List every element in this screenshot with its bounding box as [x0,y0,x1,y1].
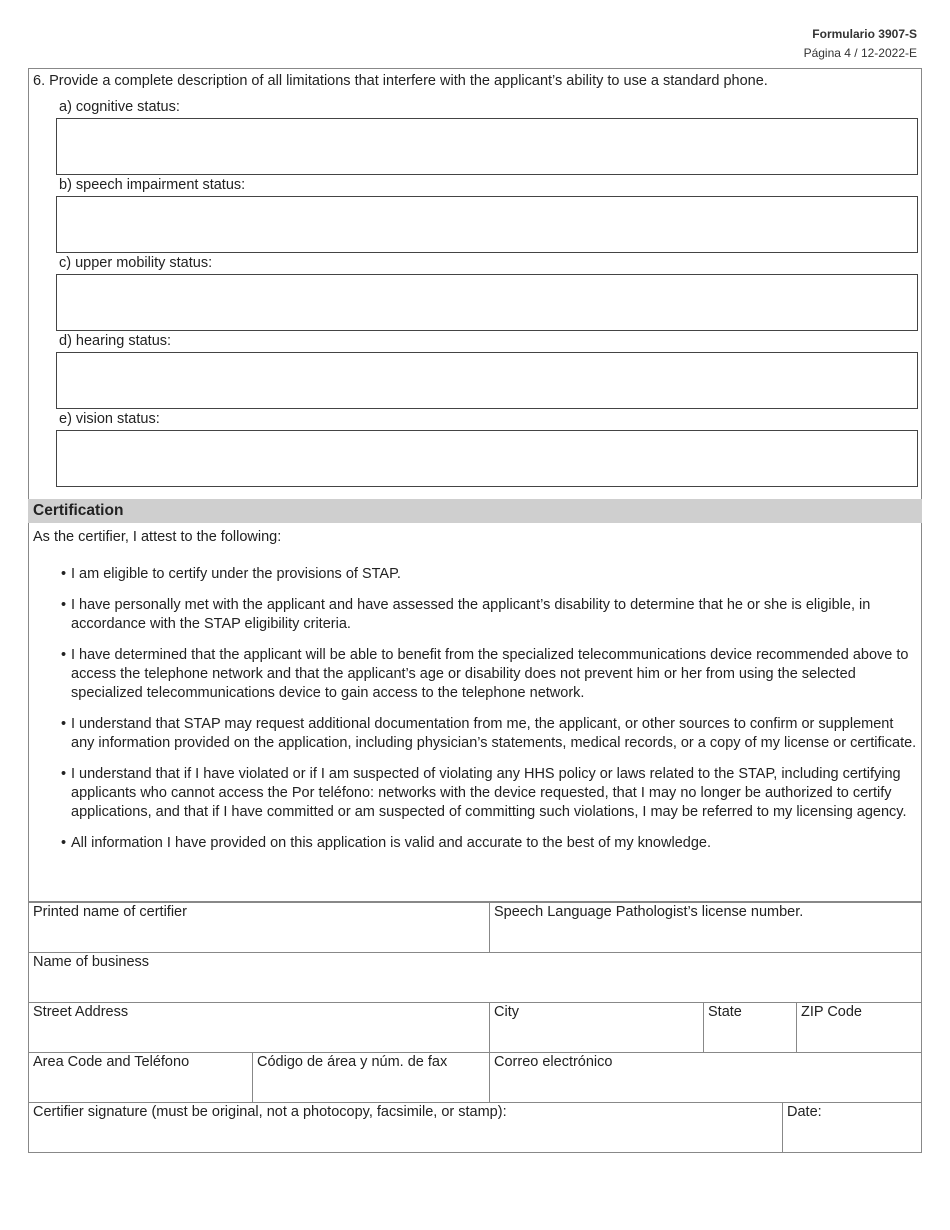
bullet-icon: • [61,835,67,851]
certification-intro: As the certifier, I attest to the following: [33,529,282,545]
street-address-field[interactable]: Street Address [33,1004,129,1020]
bullet-item [29,646,917,703]
bullet-text: I have determined that the applicant will be able to benefit from the specialized telecommunications device recommended above to access the telephone network and that the applicant’s age or disability does not prevent him or her from using the selected specialized telecommunications device to gain access to the telephone network. [71,647,909,701]
bullet-text: I have personally met with the applicant and have assessed the applicant’s disability to determine that he or she is eligible, in accordance with the STAP eligibility criteria. [71,597,871,632]
bullet-icon: • [61,647,67,663]
vision-status-label: e) vision status: [59,411,160,427]
certification-bullets [29,565,917,865]
bullet-icon: • [61,566,67,582]
page-info: Página 4 / 12-2022-E [803,46,917,60]
date-field[interactable]: Date: [787,1104,822,1120]
form-number: Formulario 3907-S [812,27,917,41]
certification-body [28,523,922,903]
bullet-icon: • [61,766,67,782]
bullet-icon: • [61,716,67,732]
vision-status-input[interactable] [56,430,918,487]
question-6-title: 6. Provide a complete description of all limitations that interfere with the applicant’s ability to use a standard phone. [33,73,768,89]
certification-title: Certification [33,502,124,519]
hearing-status-input[interactable] [56,352,918,409]
state-field[interactable]: State [708,1004,742,1020]
upper-mobility-status-input[interactable] [56,274,918,331]
bullet-text: I am eligible to certify under the provisions of STAP. [71,566,401,582]
bullet-text: All information I have provided on this application is valid and accurate to the best of my knowledge. [71,835,711,851]
bullet-item [29,596,917,634]
question-6-section [28,68,922,500]
bullet-icon: • [61,597,67,613]
city-field[interactable]: City [494,1004,519,1020]
speech-impairment-status-label: b) speech impairment status: [59,177,246,193]
fax-field[interactable]: Código de área y núm. de fax [257,1054,448,1070]
license-number-field[interactable]: Speech Language Pathologist’s license number. [494,904,804,920]
phone-field[interactable]: Area Code and Teléfono [33,1054,190,1070]
bullet-item [29,834,917,853]
signature-field[interactable]: Certifier signature (must be original, not a photocopy, facsimile, or stamp): [33,1104,507,1120]
certification-header [28,499,922,523]
bullet-text: I understand that if I have violated or if I am suspected of violating any HHS policy or laws related to the STAP, including certifying applicants who cannot access the Por teléfono: networks with the device requested, that I may no longer be authorized to certify applications, and that if I have committed or am suspected of committing such violations, I may be referred to my licensing agency. [71,766,907,820]
bullet-item [29,765,917,822]
cognitive-status-input[interactable] [56,118,918,175]
zip-code-field[interactable]: ZIP Code [801,1004,862,1020]
business-name-field[interactable]: Name of business [33,954,150,970]
email-field[interactable]: Correo electrónico [494,1054,613,1070]
printed-name-field[interactable]: Printed name of certifier [33,904,187,920]
cognitive-status-label: a) cognitive status: [59,99,180,115]
hearing-status-label: d) hearing status: [59,333,172,349]
bullet-text: I understand that STAP may request additional documentation from me, the applicant, or other sources to confirm or supplement any information provided on the application, including physician’s statements, medical records, or a copy of my license or certificate. [71,716,917,751]
bullet-item [29,715,917,753]
bullet-item [29,565,917,584]
upper-mobility-status-label: c) upper mobility status: [59,255,213,271]
speech-impairment-status-input[interactable] [56,196,918,253]
certifier-fields-grid [28,901,922,1153]
